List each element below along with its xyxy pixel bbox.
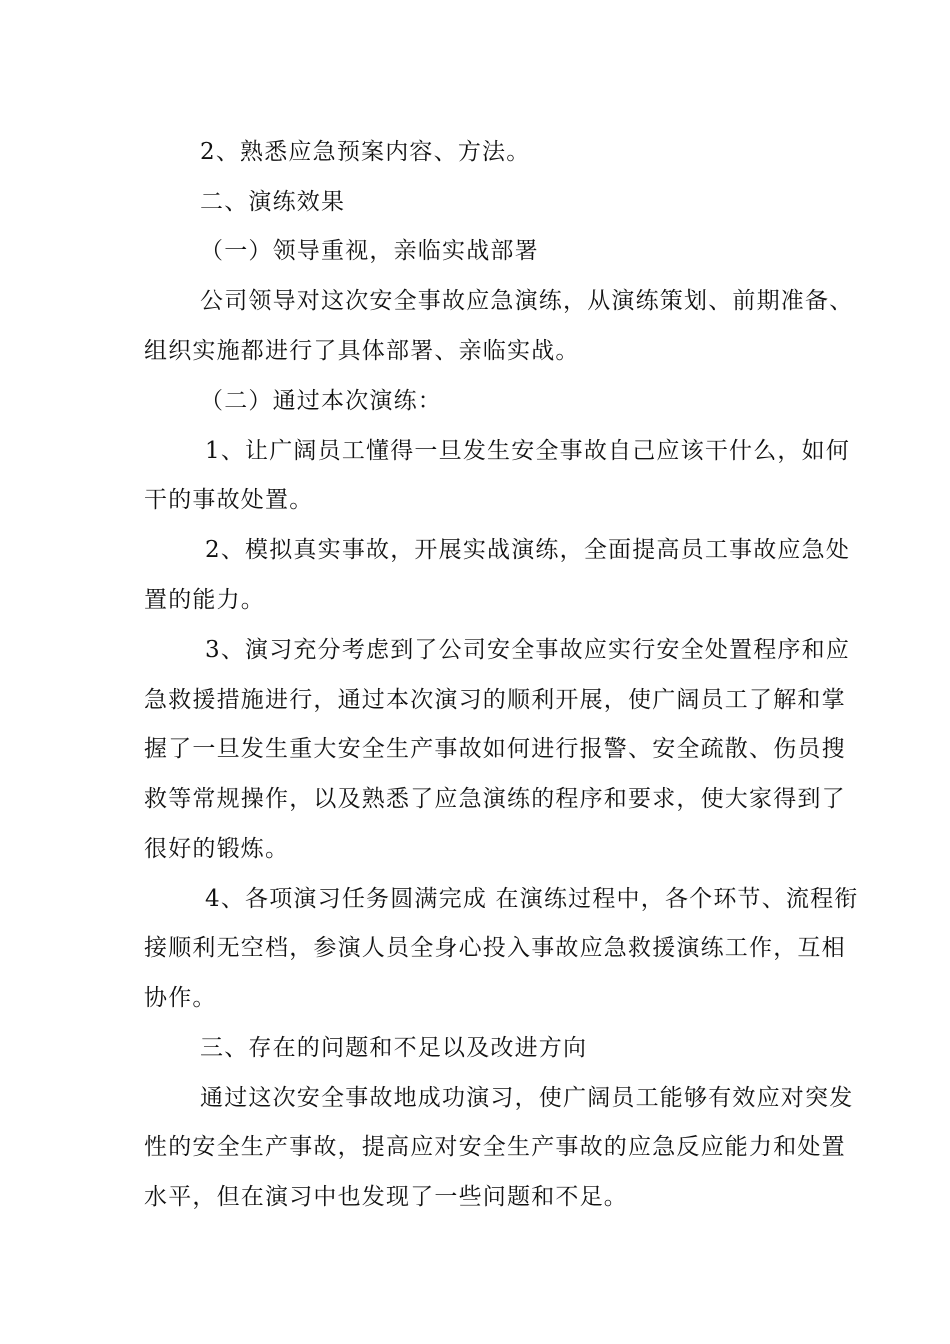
subsection-heading-through-drill: （二）通过本次演练： — [200, 388, 442, 414]
paragraph-line: 水平，但在演习中也发现了一些问题和不足。 — [144, 1184, 628, 1210]
paragraph-line: 置的能力。 — [144, 587, 265, 613]
paragraph-line: 性的安全生产事故，提高应对安全生产事故的应急反应能力和处置 — [144, 1134, 846, 1160]
paragraph-line: 4、各项演习任务圆满完成 在演练过程中，各个环节、流程衔 — [205, 886, 859, 912]
section-heading-problems: 三、存在的问题和不足以及改进方向 — [200, 1035, 588, 1061]
paragraph-line: 2、模拟真实事故，开展实战演练，全面提高员工事故应急处 — [205, 537, 851, 563]
paragraph-line: 3、演习充分考虑到了公司安全事故应实行安全处置程序和应 — [205, 637, 851, 663]
section-heading-drill-effect: 二、演练效果 — [200, 189, 346, 215]
paragraph-line: 接顺利无空档，参演人员全身心投入事故应急救援演练工作，互相 — [144, 935, 846, 961]
paragraph-line: 公司领导对这次安全事故应急演练，从演练策划、前期准备、 — [200, 288, 854, 314]
paragraph-line: 很好的锻炼。 — [144, 836, 290, 862]
paragraph-line: 通过这次安全事故地成功演习，使广阔员工能够有效应对突发 — [200, 1085, 854, 1111]
paragraph-line: 组织实施都进行了具体部署、亲临实战。 — [144, 338, 580, 364]
paragraph-line: 协作。 — [144, 985, 217, 1011]
paragraph-line: 1、让广阔员工懂得一旦发生安全事故自己应该干什么，如何 — [205, 438, 851, 464]
paragraph-line: 干的事故处置。 — [144, 487, 314, 513]
list-item-familiarize-plan: 2、熟悉应急预案内容、方法。 — [200, 139, 531, 165]
paragraph-line: 急救援措施进行，通过本次演习的顺利开展，使广阔员工了解和掌 — [144, 687, 846, 713]
subsection-heading-leadership: （一）领导重视，亲临实战部署 — [200, 238, 539, 264]
paragraph-line: 救等常规操作，以及熟悉了应急演练的程序和要求，使大家得到了 — [144, 786, 846, 812]
paragraph-line: 握了一旦发生重大安全生产事故如何进行报警、安全疏散、伤员搜 — [144, 736, 846, 762]
